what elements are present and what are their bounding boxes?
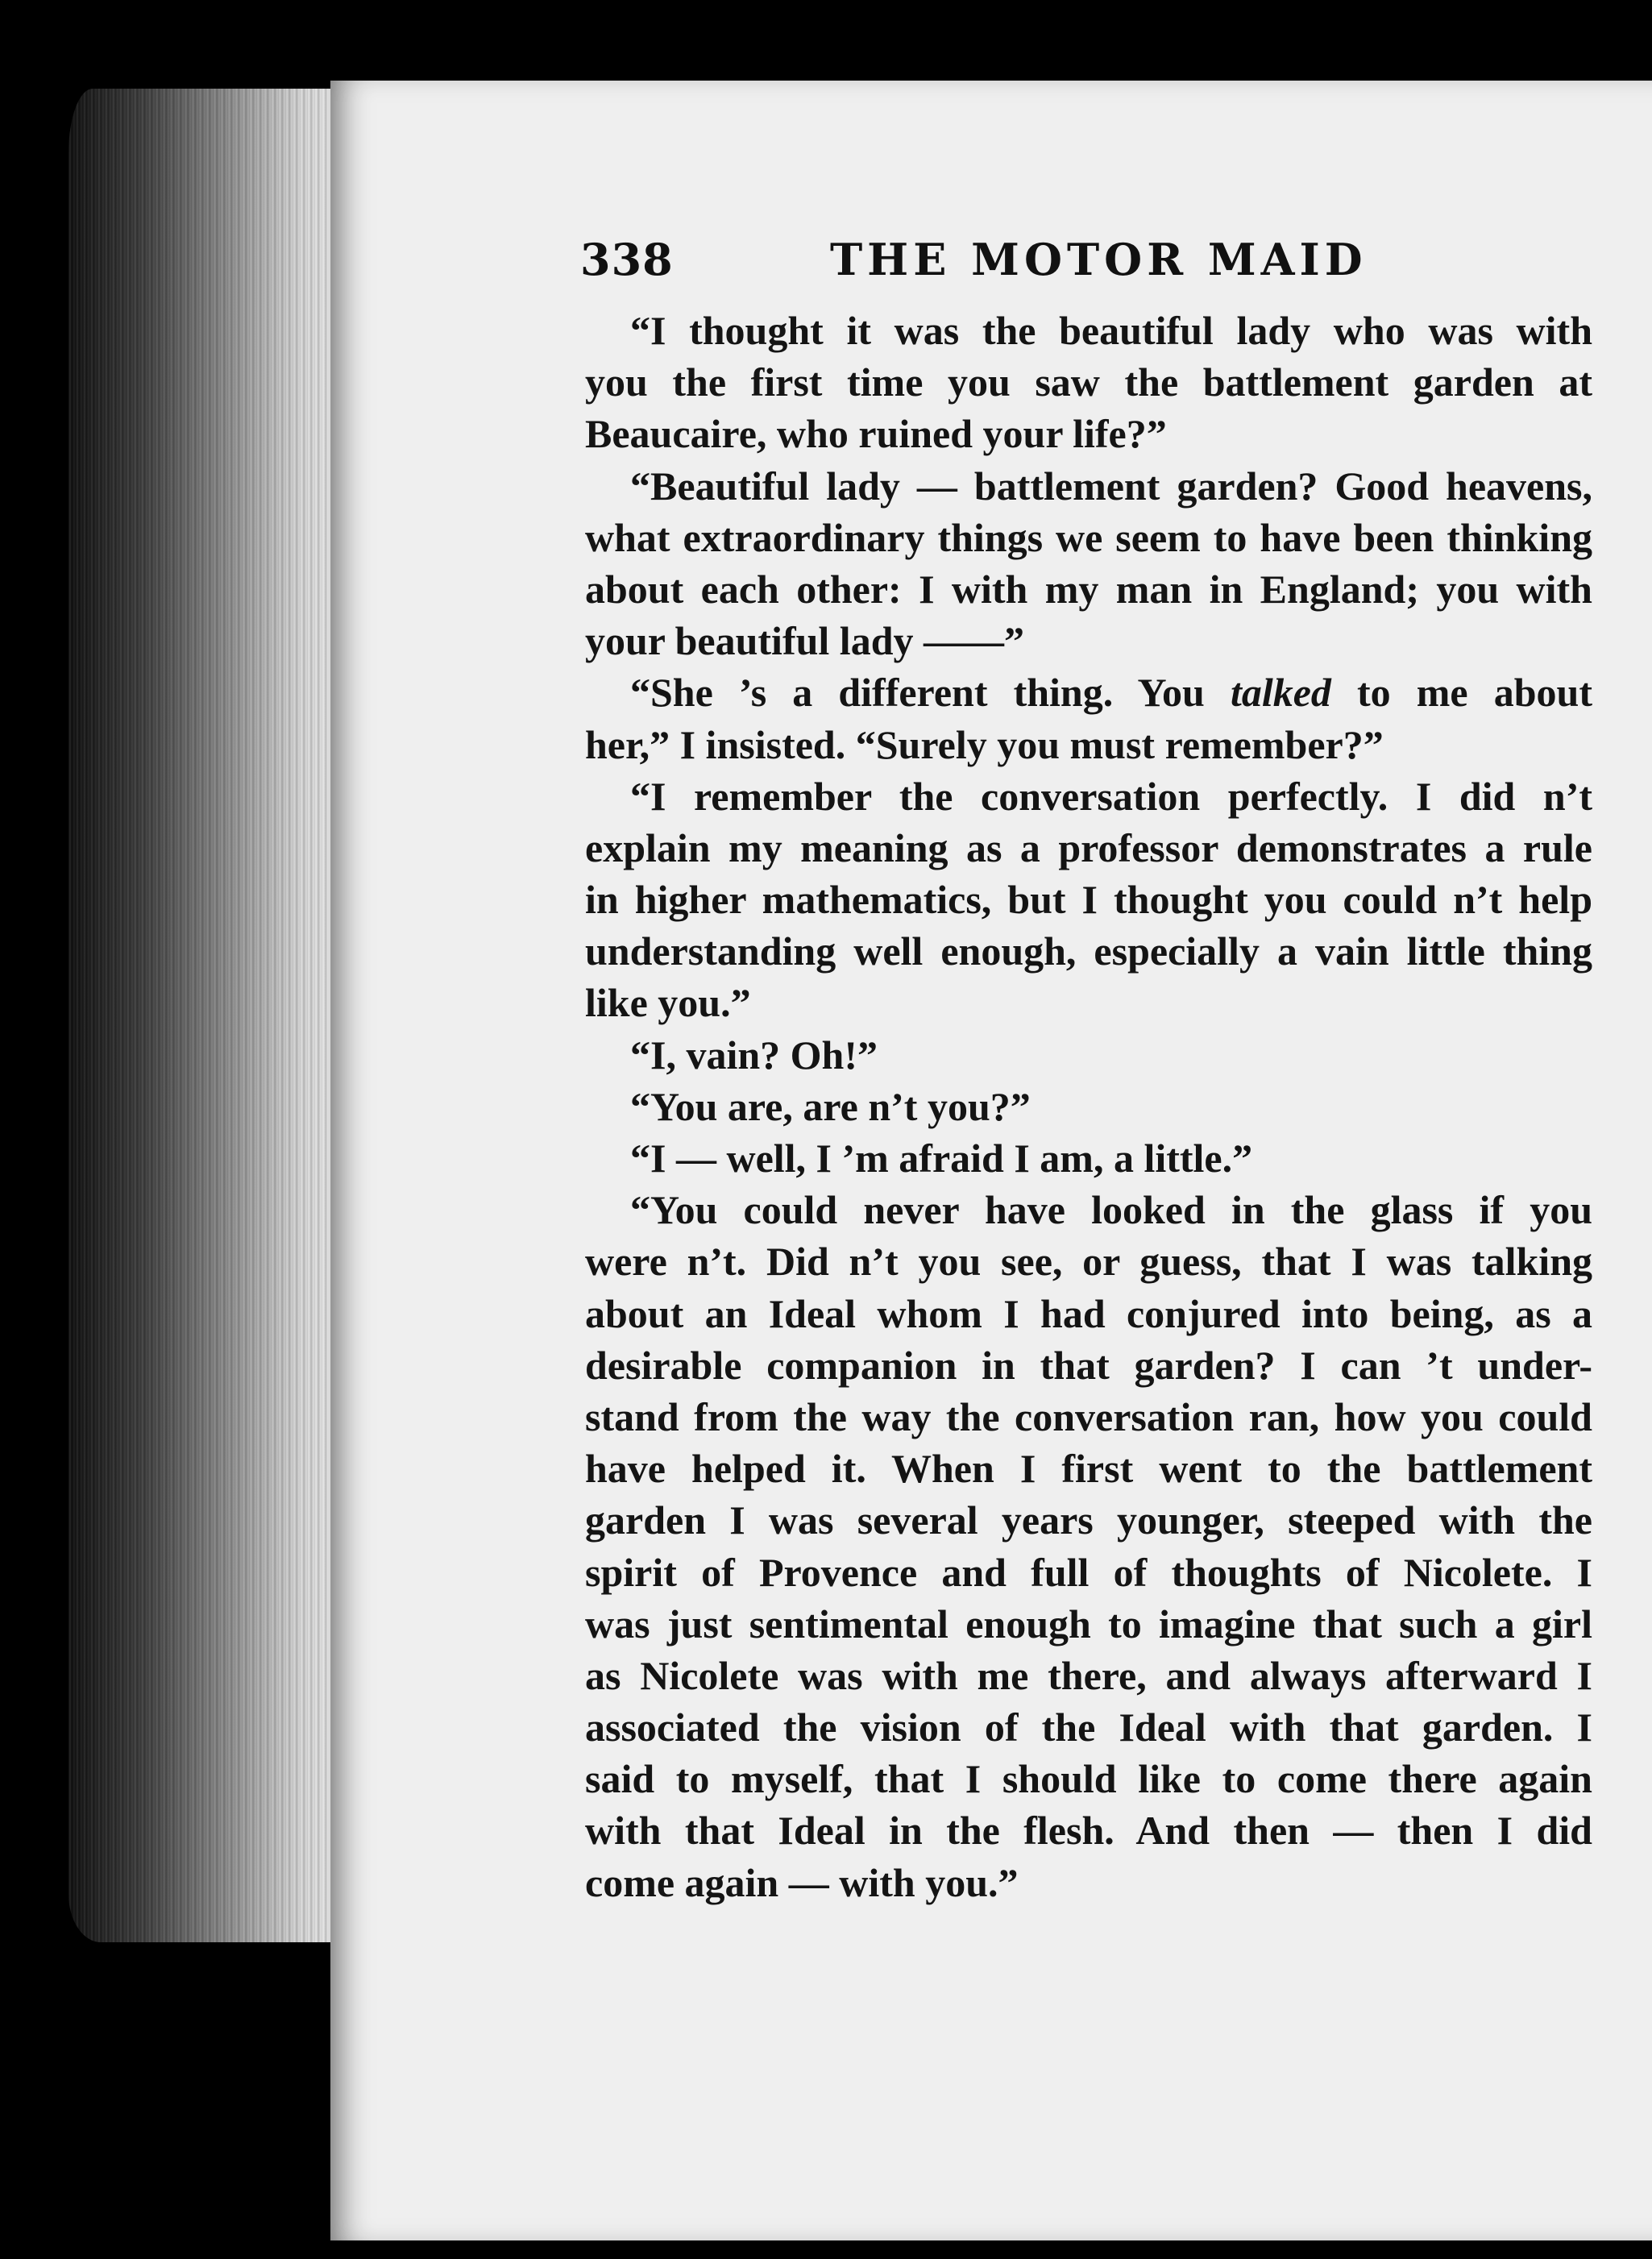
running-head: THE MOTOR MAID — [830, 234, 1368, 285]
page-header — [580, 234, 1604, 298]
text-line: come again — with you.” — [585, 1859, 1019, 1905]
text-line: was just sentimental enough to imagine that such a girl — [585, 1601, 1592, 1646]
text-line: spirit of Provence and full of thoughts of Nicolete. I — [585, 1549, 1592, 1595]
emphasized-word: talked — [1230, 670, 1331, 716]
book-page-edges — [68, 89, 359, 1942]
text-line: garden I was several years younger, steeped with the — [585, 1497, 1592, 1543]
text-line: Beaucaire, who ruined your life?” — [585, 411, 1167, 457]
text-line: “Beautiful lady — battlement garden? Good heavens, — [630, 463, 1592, 509]
text-line: were n’t. Did n’t you see, or guess, that I was talking — [585, 1239, 1592, 1285]
text-line: your beautiful lady ——” — [585, 618, 1024, 664]
text-line: as Nicolete was with me there, and always afterward I — [585, 1652, 1592, 1698]
text-line: “She ’s a different thing. You talked to me about — [630, 670, 1592, 716]
text-line: have helped it. When I first went to the battlement — [585, 1446, 1592, 1492]
text-line: stand from the way the conversation ran, how you could — [585, 1393, 1592, 1439]
text-line: said to myself, that I should like to come there again — [585, 1756, 1592, 1802]
text-line: “I remember the conversation perfectly. I did n’t — [630, 773, 1592, 819]
text-line: in higher mathematics, but I thought you could n’t help — [585, 877, 1592, 923]
text-line: “You are, are n’t you?” — [630, 1083, 1031, 1129]
text-line: “You could never have looked in the glass if you — [630, 1187, 1592, 1233]
text-line: “I, vain? Oh!” — [630, 1032, 878, 1078]
page-number: 338 — [580, 234, 674, 285]
text-line: associated the vision of the Ideal with that garden. I — [585, 1705, 1592, 1750]
text-line: desirable companion in that garden? I can ’t under- — [585, 1342, 1592, 1388]
text-line: “I thought it was the beautiful lady who was with — [630, 308, 1592, 353]
text-line: what extraordinary things we seem to have been thinking — [585, 514, 1592, 560]
text-line: explain my meaning as a professor demonstrates a rule — [585, 824, 1592, 870]
text-line: with that Ideal in the flesh. And then — then I did — [585, 1808, 1592, 1854]
body-text — [585, 305, 1592, 1908]
text-line: “I — well, I ’m afraid I am, a little.” — [630, 1136, 1253, 1181]
text-line: understanding well enough, especially a vain little thing — [585, 928, 1592, 974]
text-line: like you.” — [585, 980, 751, 1026]
text-line: her,” I insisted. “Surely you must remember?” — [585, 721, 1384, 767]
text-line: you the first time you saw the battlement garden at — [585, 359, 1592, 405]
text-line: about each other: I with my man in England; you with — [585, 566, 1592, 612]
text-line: about an Ideal whom I had conjured into being, as a — [585, 1290, 1592, 1336]
